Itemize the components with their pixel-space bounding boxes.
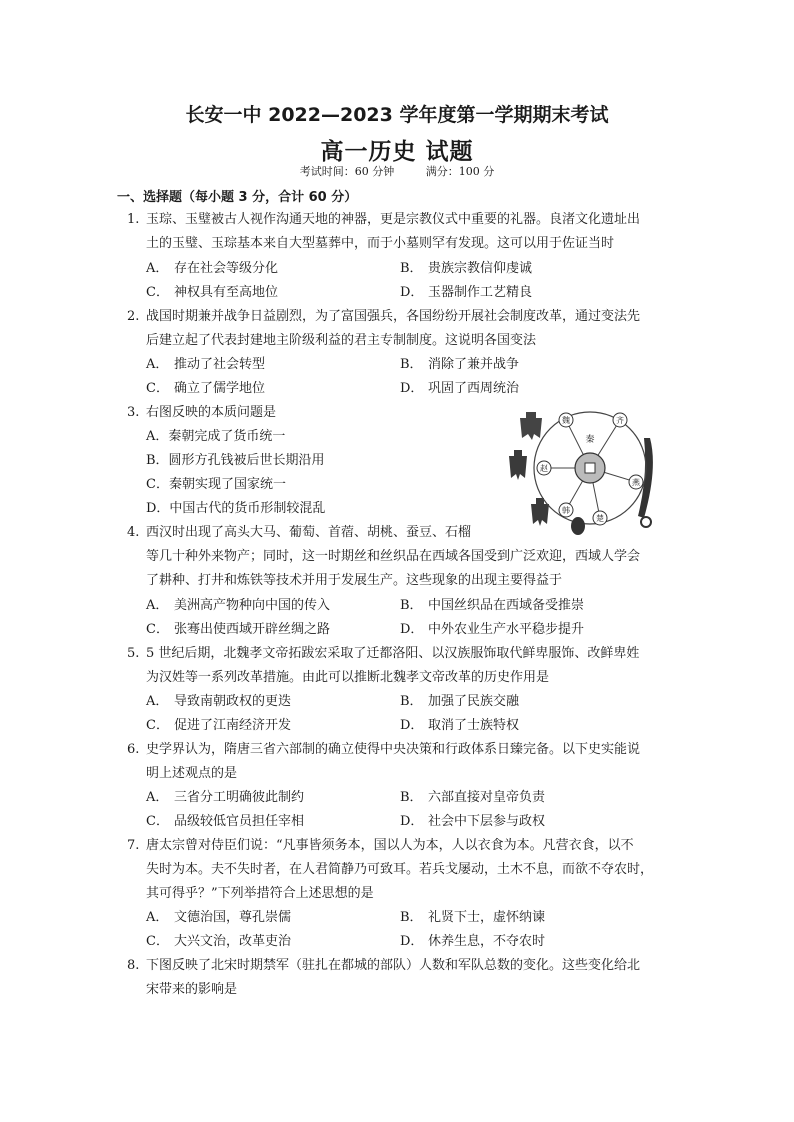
question-number: 4.	[127, 525, 140, 540]
option-c: C． 品级较低官员担任宰相	[146, 814, 305, 829]
state-label: 齐	[616, 416, 624, 425]
question-text: 后建立起了代表封建地主阶级利益的君主专制制度。这说明各国变法	[146, 333, 537, 348]
option-c: C． 神权具有至高地位	[146, 285, 279, 300]
question-text: 下图反映了北宋时期禁军（驻扎在都城的部队）人数和军队总数的变化。这些变化给北	[146, 958, 641, 973]
full-score: 满分：100 分	[425, 165, 495, 178]
option-b: B．圆形方孔钱被后世长期沿用	[146, 453, 325, 468]
state-label: 韩	[562, 506, 570, 515]
option-c: C． 确立了儒学地位	[146, 381, 266, 396]
exam-time: 考试时间：60 分钟	[299, 165, 395, 178]
section-heading: 一、选择题（每小题 3 分，合计 60 分）	[117, 190, 358, 205]
option-a: A． 美洲高产物种向中国的传入	[146, 598, 331, 613]
option-b: B． 六部直接对皇帝负责	[400, 790, 546, 805]
option-d: D． 社会中下层参与政权	[400, 814, 546, 829]
question-text: 等几十种外来物产；同时，这一时期丝和丝织品在西域各国受到广泛欢迎，西域人学会	[146, 549, 641, 564]
option-d: D． 中外农业生产水平稳步提升	[400, 622, 585, 637]
exam-meta	[0, 163, 794, 179]
option-c: C．秦朝实现了国家统一	[146, 477, 286, 492]
option-a: A． 文德治国，尊孔崇儒	[146, 910, 292, 925]
exam-subtitle: 高一历史 试题	[320, 139, 474, 165]
option-d: D． 取消了士族特权	[400, 718, 520, 733]
option-b: B． 贵族宗教信仰虔诚	[400, 261, 533, 276]
question-text: 土的玉璧、玉琮基本来自大型墓葬中，而于小墓则罕有发现。这可以用于佐证当时	[146, 236, 615, 251]
option-a: A． 存在社会等级分化	[146, 261, 279, 276]
question-number: 5.	[127, 646, 140, 661]
option-c: C． 促进了江南经济开发	[146, 718, 292, 733]
question-number: 3.	[127, 405, 140, 420]
option-b: B． 加强了民族交融	[400, 694, 520, 709]
option-b: B． 消除了兼并战争	[400, 357, 520, 372]
question-text: 其可得乎？”下列举措符合上述思想的是	[146, 886, 374, 901]
state-label: 魏	[562, 416, 570, 425]
question-text: 玉琮、玉璧被古人视作沟通天地的神器，更是宗教仪式中重要的礼器。良渚文化遗址出	[146, 212, 641, 227]
question-text: 5 世纪后期，北魏孝文帝拓跋宏采取了迁都洛阳、以汉族服饰取代鲜卑服饰、改鲜卑姓	[146, 646, 640, 661]
question-text: 右图反映的本质问题是	[146, 405, 277, 420]
state-label: 楚	[596, 514, 604, 523]
spade-coin-left-icon	[509, 450, 527, 480]
question-number: 1.	[127, 212, 140, 227]
question-text: 明上述观点的是	[146, 766, 238, 781]
option-d: D． 休养生息，不夺农时	[400, 934, 546, 949]
state-label: 赵	[540, 464, 548, 473]
spade-coin-icon	[520, 412, 542, 440]
ant-nose-coin-icon	[571, 517, 585, 535]
option-b: B． 中国丝织品在西域备受推崇	[400, 598, 585, 613]
question-number: 7.	[127, 838, 140, 853]
option-b: B． 礼贤下士，虚怀纳谏	[400, 910, 546, 925]
option-a: A． 导致南朝政权的更迭	[146, 694, 292, 709]
question-number: 8.	[127, 958, 140, 973]
option-d: D．中国古代的货币形制较混乱	[146, 501, 326, 516]
option-c: C． 大兴文治，改革吏治	[146, 934, 292, 949]
question-text: 战国时期兼并战争日益剧烈，为了富国强兵，各国纷纷开展社会制度改革，通过变法先	[146, 309, 641, 324]
option-d: D． 巩固了西周统治	[400, 381, 520, 396]
option-d: D． 玉器制作工艺精良	[400, 285, 533, 300]
exam-title: 长安一中 2022—2023 学年度第一学期期末考试	[185, 104, 609, 126]
coin-unification-diagram	[508, 398, 668, 538]
option-a: A． 三省分工明确彼此制约	[146, 790, 305, 805]
option-a: A． 推动了社会转型	[146, 357, 266, 372]
question-text: 唐太宗曾对侍臣们说：“凡事皆须务本，国以人为本，人以衣食为本。凡营衣食，以不	[146, 838, 634, 853]
option-c: C． 张骞出使西域开辟丝绸之路	[146, 622, 331, 637]
question-text: 失时为本。夫不失时者，在人君简静乃可致耳。若兵戈屡动，土木不息，而欲不夺农时，	[146, 862, 654, 877]
question-number: 6.	[127, 742, 140, 757]
question-text: 宋带来的影响是	[146, 982, 238, 997]
question-text: 了耕种、打井和炼铁等技术并用于发展生产。这些现象的出现主要得益于	[146, 573, 563, 588]
question-text: 为汉姓等一系列改革措施。由此可以推断北魏孝文帝改革的历史作用是	[146, 670, 550, 685]
center-label: 秦	[585, 435, 595, 445]
option-a: A．秦朝完成了货币统一	[146, 429, 286, 444]
question-number: 2.	[127, 309, 140, 324]
state-label: 燕	[632, 478, 640, 487]
question-text: 西汉时出现了高头大马、葡萄、首蓿、胡桃、蚕豆、石榴	[146, 525, 472, 540]
question-text: 史学界认为，隋唐三省六部制的确立使得中央决策和行政体系日臻完备。以下史实能说	[146, 742, 641, 757]
